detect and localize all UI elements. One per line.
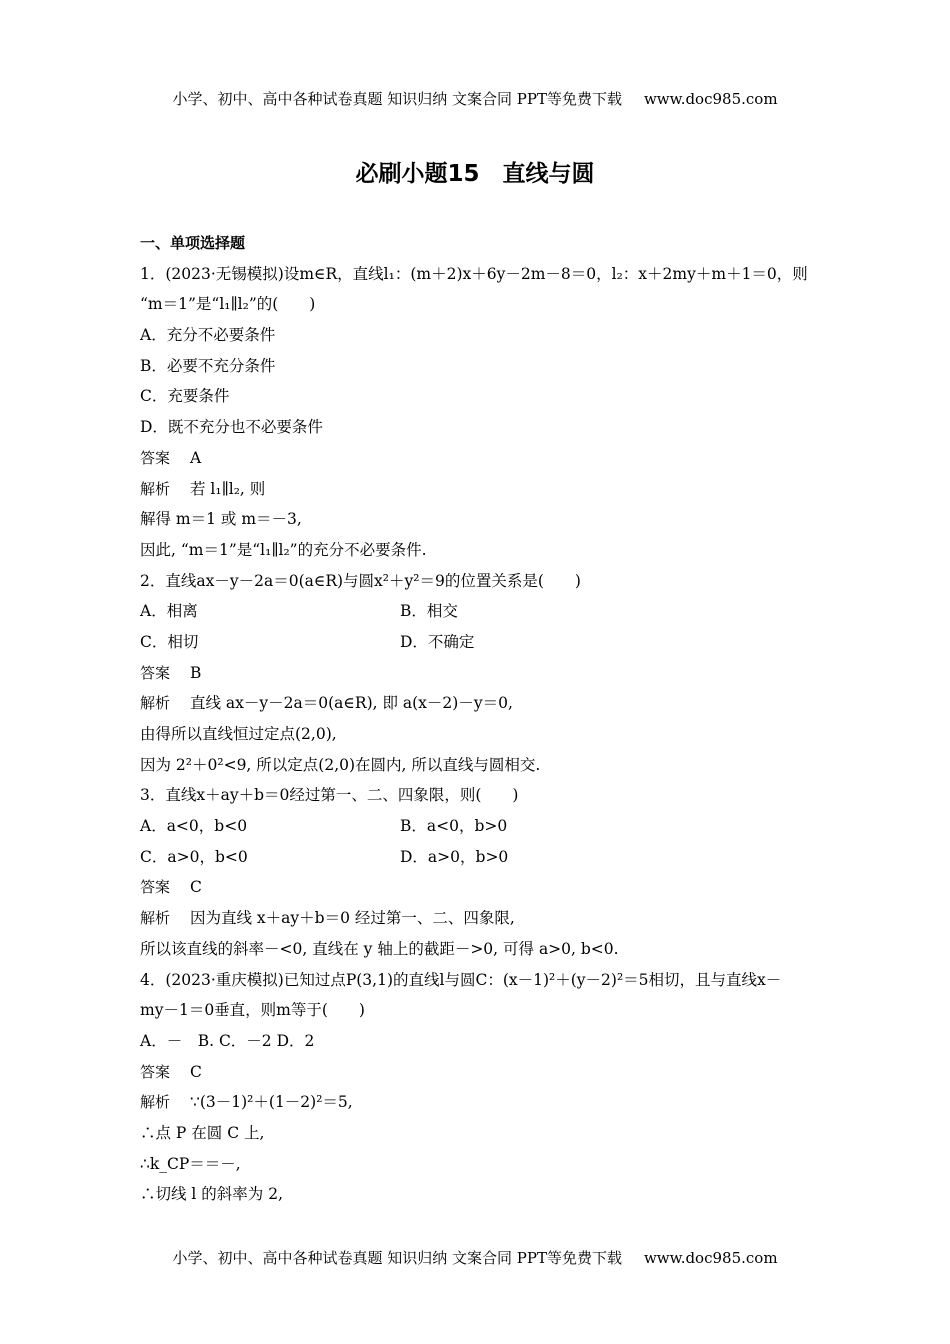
analysis-text: 若 l₁∥l₂, 则 bbox=[190, 479, 266, 498]
answer-label: 答案 bbox=[140, 878, 171, 897]
analysis-label: 解析 bbox=[140, 479, 171, 498]
q3-answer bbox=[140, 872, 820, 903]
q1-analysis-line2: 解得 m＝1 或 m＝－3, bbox=[140, 510, 302, 529]
footer-text: 小学、初中、高中各种试卷真题 知识归纳 文案合同 PPT等免费下载 bbox=[172, 1249, 622, 1267]
answer-value: C bbox=[190, 1062, 202, 1081]
q3-option-c: C．a>0，b<0 bbox=[140, 847, 248, 866]
q2-analysis-line2: 由得所以直线恒过定点(2,0), bbox=[140, 725, 337, 743]
q4-analysis-line3: ∴k_CP＝＝－, bbox=[140, 1154, 241, 1173]
q2-analysis bbox=[140, 688, 820, 719]
header-text: 小学、初中、高中各种试卷真题 知识归纳 文案合同 PPT等免费下载 bbox=[172, 90, 622, 108]
answer-label: 答案 bbox=[140, 1062, 171, 1081]
q4-analysis bbox=[140, 1087, 820, 1118]
q2-option-a: A．相离 bbox=[140, 602, 198, 621]
analysis-text: 直线 ax－y－2a＝0(a∈R), 即 a(x－2)－y＝0, bbox=[190, 694, 513, 713]
q2-options-row1 bbox=[140, 596, 820, 627]
q2-options-row2 bbox=[140, 627, 820, 658]
analysis-text: 因为直线 x＋ay＋b＝0 经过第一、二、四象限, bbox=[190, 909, 515, 928]
q4-analysis-line4: ∴切线 l 的斜率为 2, bbox=[140, 1185, 284, 1204]
answer-label: 答案 bbox=[140, 663, 171, 682]
q1-option-b: B．必要不充分条件 bbox=[140, 356, 276, 375]
q2-option-b: B．相交 bbox=[400, 602, 458, 621]
q1-analysis bbox=[140, 474, 820, 505]
page-header bbox=[0, 88, 950, 109]
q4-stem-line1: 4．(2023·重庆模拟)已知过点P(3,1)的直线l与圆C：(x－1)²＋(y－2)²＝5相切，且与直线x－ bbox=[140, 970, 782, 989]
q4-analysis-line2: ∴点 P 在圆 C 上, bbox=[140, 1123, 265, 1142]
q3-option-b: B．a<0，b>0 bbox=[400, 817, 508, 836]
analysis-label: 解析 bbox=[140, 694, 171, 713]
q1-stem-line1: 1．(2023·无锡模拟)设m∈R，直线l₁：(m＋2)x＋6y－2m－8＝0，l₂：x＋2my＋m＋1＝0，则 bbox=[140, 264, 808, 283]
q3-stem: 3．直线x＋ay＋b＝0经过第一、二、四象限，则( ) bbox=[140, 786, 519, 805]
q2-analysis-line3: 因为 2²＋0²<9, 所以定点(2,0)在圆内, 所以直线与圆相交. bbox=[140, 755, 541, 774]
q2-option-c: C．相切 bbox=[140, 632, 199, 651]
q3-options-row2 bbox=[140, 842, 820, 873]
q4-answer bbox=[140, 1057, 820, 1088]
header-url[interactable]: www.doc985.com bbox=[643, 90, 778, 108]
analysis-label: 解析 bbox=[140, 909, 171, 928]
q3-analysis-line2: 所以该直线的斜率－<0, 直线在 y 轴上的截距－>0, 可得 a>0, b<0. bbox=[140, 939, 619, 958]
analysis-text: ∵(3－1)²＋(1－2)²＝5, bbox=[190, 1093, 353, 1112]
answer-value: A bbox=[190, 448, 202, 467]
q1-analysis-line3: 因此, “m＝1”是“l₁∥l₂”的充分不必要条件. bbox=[140, 540, 427, 559]
q3-option-a: A．a<0，b<0 bbox=[140, 817, 248, 836]
footer-url[interactable]: www.doc985.com bbox=[643, 1249, 778, 1267]
q4-stem-line2: my－1＝0垂直，则m等于( ) bbox=[140, 1001, 365, 1020]
q3-options-row1 bbox=[140, 811, 820, 842]
q2-option-d: D．不确定 bbox=[400, 632, 475, 651]
answer-value: B bbox=[190, 663, 202, 682]
q4-options: A．－ B. C．－2 D．2 bbox=[140, 1031, 315, 1050]
q2-answer bbox=[140, 658, 820, 689]
answer-value: C bbox=[190, 878, 202, 897]
page-title: 必刷小题15 直线与圆 bbox=[355, 161, 595, 187]
page-footer bbox=[0, 1247, 950, 1268]
q3-option-d: D．a>0，b>0 bbox=[400, 847, 509, 866]
q1-option-d: D．既不充分也不必要条件 bbox=[140, 418, 323, 437]
q1-option-c: C．充要条件 bbox=[140, 387, 230, 406]
q3-analysis bbox=[140, 903, 820, 934]
q2-stem: 2．直线ax－y－2a＝0(a∈R)与圆x²＋y²＝9的位置关系是( ) bbox=[140, 571, 581, 590]
q1-stem-line2: “m＝1”是“l₁∥l₂”的( ) bbox=[140, 295, 316, 314]
answer-label: 答案 bbox=[140, 448, 171, 467]
analysis-label: 解析 bbox=[140, 1093, 171, 1112]
document-body bbox=[140, 228, 820, 1210]
q1-answer bbox=[140, 443, 820, 474]
section-heading: 一、单项选择题 bbox=[140, 234, 246, 252]
q1-option-a: A．充分不必要条件 bbox=[140, 326, 276, 345]
